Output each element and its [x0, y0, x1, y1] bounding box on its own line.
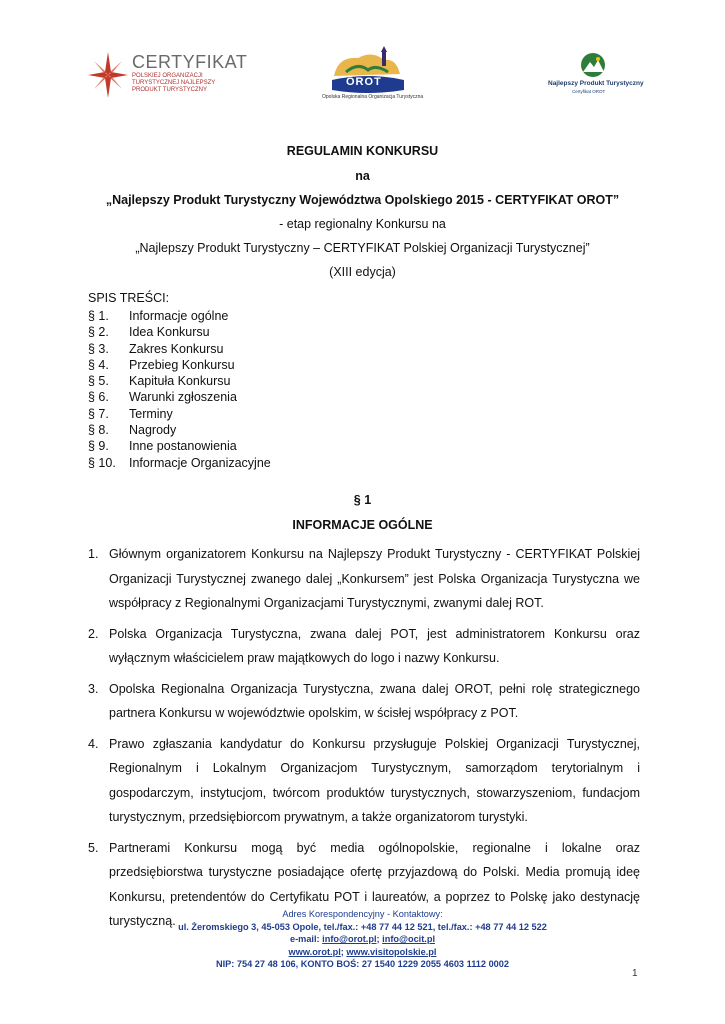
toc-heading: SPIS TREŚCI:: [88, 291, 170, 305]
mountain-sun-icon: [578, 52, 608, 78]
toc-item-number: § 2.: [88, 325, 109, 340]
footer-email-separator: ;: [376, 934, 383, 944]
toc-item-number: § 9.: [88, 439, 109, 454]
npt-logo-title: Najlepszy Produkt Turystyczny: [548, 80, 644, 87]
toc-item: [88, 308, 271, 324]
footer-emails: [0, 933, 725, 946]
toc-item-number: § 3.: [88, 341, 109, 356]
toc-item-label: Terminy: [129, 406, 173, 421]
list-item-text: Polska Organizacja Turystyczna, zwana dalej POT, jest administratorem Konkursu oraz wyłącznym właścicielem praw majątkowych do logo i nazwy Konkursu.: [109, 626, 640, 665]
toc-item-label: Nagrody: [129, 423, 177, 438]
footer-website-separator: ;: [340, 946, 347, 957]
footer-tax-account: NIP: 754 27 48 106, KONTO BOŚ: 27 1540 1229 2055 4603 1112 0002: [215, 959, 510, 969]
orot-logo: [320, 46, 424, 104]
section-title: INFORMACJE OGÓLNE: [292, 518, 433, 532]
list-item-number: 5.: [88, 840, 99, 855]
footer-email-label: e-mail:: [289, 934, 323, 944]
list-item-number: 3.: [88, 681, 99, 696]
toc-item: [88, 373, 271, 389]
competition-name: „Najlepszy Produkt Turystyczny Województwa Opolskiego 2015 - CERTYFIKAT OROT”: [105, 193, 620, 207]
list-item-text: Partnerami Konkursu mogą być media ogólnopolskie, regionalne i lokalne oraz przedsiębiorstwa turystyczne posiadające ofertę przyjazdową do Polski. Media promują ideę Konkursu, pretendentów do Certyfikatu POT i laureatów, a poprzez to Polskę jako destynację turystyczną.: [109, 840, 640, 928]
list-item: [88, 622, 640, 671]
toc-item: [88, 357, 271, 373]
list-item-number: 4.: [88, 736, 99, 751]
section-items: [88, 542, 640, 940]
certyfikat-logo-name: CERTYFIKAT: [132, 52, 248, 72]
website-link-visitopolskie[interactable]: www.visitopolskie.pl: [346, 946, 437, 957]
toc-item: [88, 341, 271, 357]
list-item-number: 1.: [88, 547, 99, 561]
national-competition-name: „Najlepszy Produkt Turystyczny – CERTYFIKAT Polskiej Organizacji Turystycznej”: [135, 241, 590, 255]
toc-item-label: Kapituła Konkursu: [129, 374, 231, 389]
toc-item: [88, 389, 271, 405]
npt-logo: [548, 52, 644, 96]
toc-item-label: Inne postanowienia: [129, 439, 237, 454]
list-item: [88, 732, 640, 830]
footer-websites: [0, 946, 725, 959]
npt-logo-subtitle: Certyfikat OROT: [572, 89, 606, 94]
certyfikat-logo-subtitle: POLSKIEJ ORGANIZACJI TURYSTYCZNEJ NAJLEPSZY PRODUKT TURYSTYCZNY: [132, 73, 216, 93]
toc-item-label: Idea Konkursu: [129, 325, 210, 340]
website-link-orot[interactable]: www.orot.pl: [288, 946, 341, 957]
footer-contact-heading: Adres Korespondencyjny - Kontaktowy:: [282, 909, 443, 919]
toc-item-label: Zakres Konkursu: [129, 341, 224, 356]
footer-address: ul. Żeromskiego 3, 45-053 Opole, tel./fax.: +48 77 44 12 521, tel./fax.: +48 77 44 12 522: [178, 921, 547, 932]
toc-item-number: § 7.: [88, 406, 109, 421]
page-number: 1: [632, 968, 638, 979]
footer: [0, 908, 725, 971]
toc-item-number: § 1.: [88, 309, 109, 323]
toc-item-label: Warunki zgłoszenia: [129, 390, 237, 405]
toc-item-number: § 10.: [88, 455, 116, 470]
toc-item: [88, 455, 271, 471]
list-item-text: Opolska Regionalna Organizacja Turystyczna, zwana dalej OROT, pełni rolę strategicznego partnera Konkursu w województwie opolskim, w ścisłej współpracy z POT.: [109, 681, 640, 720]
email-link-ocit[interactable]: info@ocit.pl: [382, 934, 436, 944]
table-of-contents: [88, 308, 271, 471]
title-na: na: [355, 169, 370, 183]
orot-logo-name: OROT: [346, 76, 382, 88]
list-item-text: Głównym organizatorem Konkursu na Najlepszy Produkt Turystyczny - CERTYFIKAT Polskiej Organizacji Turystycznej zwanego dalej „Konkursem” jest Polska Organizacja Turystyczna we współpracy z Regionalnymi Organizacjami Turystycznymi, zwanymi dalej ROT.: [109, 547, 640, 610]
edition: (XIII edycja): [329, 265, 396, 279]
compass-star-icon: [86, 50, 130, 100]
toc-item: [88, 438, 271, 454]
toc-item: [88, 406, 271, 422]
certyfikat-logo: [86, 46, 246, 106]
orot-logo-subtitle: Opolska Regionalna Organizacja Turystyczna: [322, 94, 424, 100]
toc-item-label: Przebieg Konkursu: [129, 357, 235, 372]
toc-item-number: § 8.: [88, 423, 109, 438]
list-item: [88, 542, 640, 616]
toc-item: [88, 422, 271, 438]
section-number: § 1: [353, 493, 372, 507]
header-logos: [0, 40, 725, 110]
list-item-text: Prawo zgłaszania kandydatur do Konkursu przysługuje Polskiej Organizacji Turystycznej, Regionalnym i Lokalnym Organizacjom Turystycznym, samorządom terytorialnym i gospodarczym, instytucjom, twórcom produktów turystycznych, stowarzyszeniom, fundacjom turystycznym, przedsiębiorcom prywatnym, a także organizatorom turystyki.: [109, 736, 640, 824]
list-item-number: 2.: [88, 626, 99, 641]
email-link-orot[interactable]: info@orot.pl: [322, 934, 377, 944]
toc-item: [88, 324, 271, 340]
toc-item-label: Informacje ogólne: [129, 309, 229, 323]
toc-item-number: § 5.: [88, 374, 109, 389]
toc-item-number: § 6.: [88, 390, 109, 405]
toc-item-number: § 4.: [88, 357, 109, 372]
document-title: REGULAMIN KONKURSU: [286, 144, 439, 158]
toc-item-label: Informacje Organizacyjne: [129, 455, 271, 470]
list-item: [88, 677, 640, 726]
stage-line: - etap regionalny Konkursu na: [279, 217, 446, 231]
